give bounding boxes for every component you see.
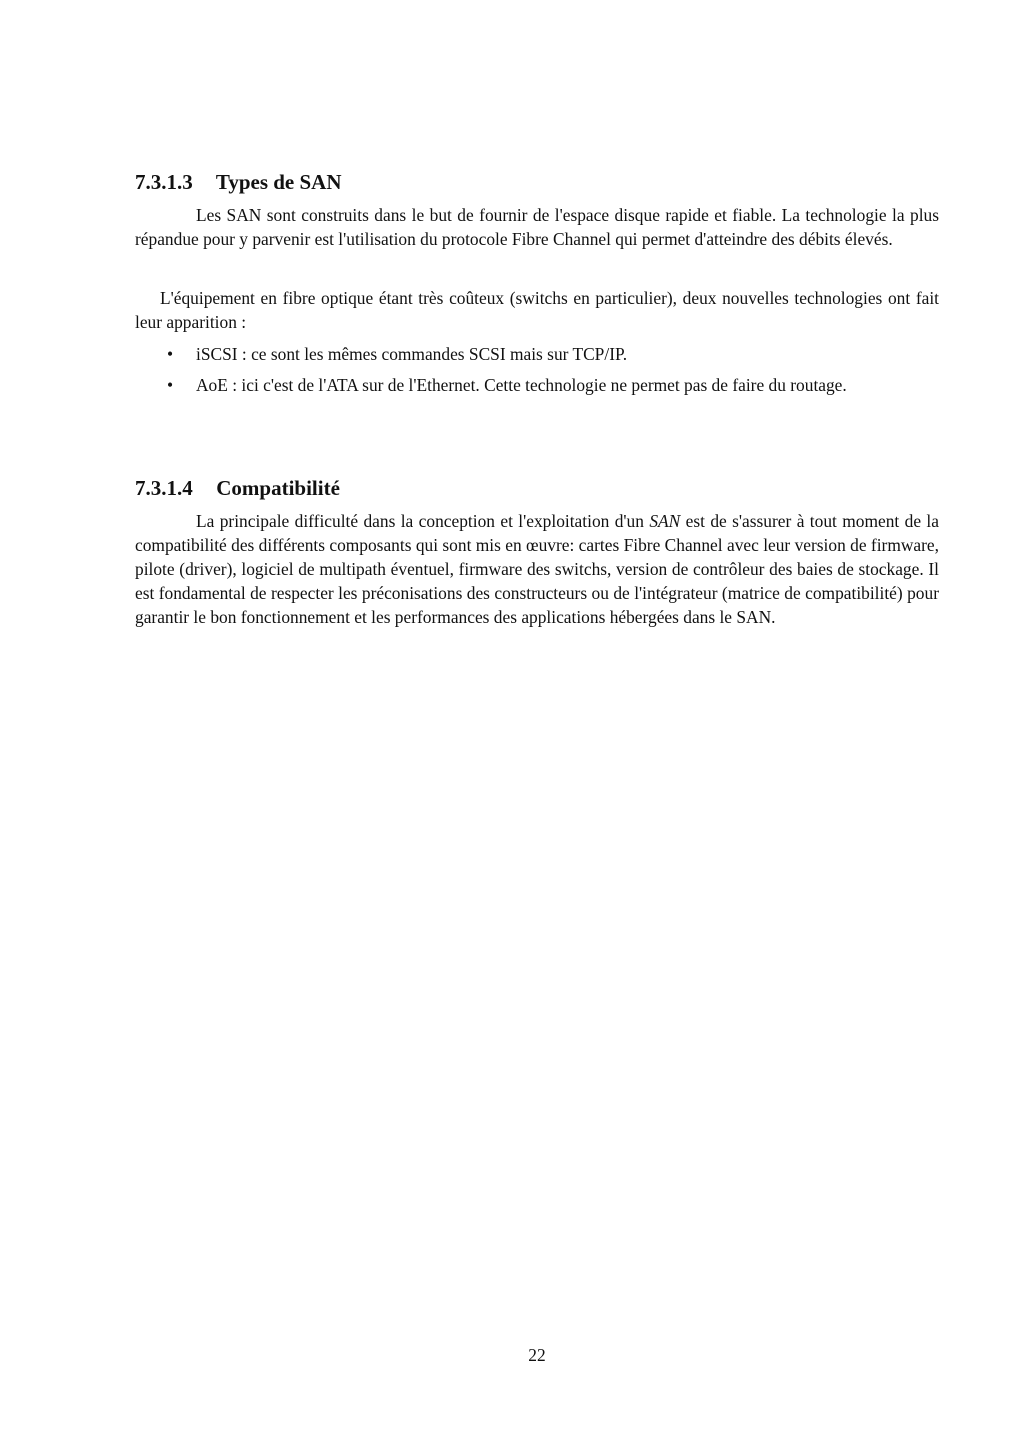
- section-title: Types de SAN: [215, 170, 342, 194]
- bullet-icon: •: [167, 344, 174, 364]
- paragraph-fibre-cost: L'équipement en fibre optique étant très coûteux (switchs en particulier), deux nouvelles technologies ont fait leur apparition :: [135, 288, 939, 332]
- list-item-text: iSCSI : ce sont les mêmes commandes SCSI mais sur TCP/IP.: [196, 344, 628, 364]
- section-number: 7.3.1.4: [135, 476, 193, 500]
- section-number: 7.3.1.3: [135, 170, 193, 194]
- paragraph-compatibility: [135, 509, 939, 629]
- san-italic-term: SAN: [649, 511, 681, 531]
- page-number: 22: [528, 1345, 546, 1365]
- list-item-aoe: [135, 373, 939, 397]
- document-page: [135, 0, 939, 1450]
- paragraph-text: est de s'assurer à tout moment de la compatibilité des différents composants qui sont mis en œuvre: cartes Fibre Channel avec leur version de firmware, pilote (driver), logiciel de multipath éventuel, firmware des switchs, version de contrôleur des baies de stockage. Il est fondamental de respecter les préconisations des constructeurs ou de l'intégrateur (matrice de compatibilité) pour garantir le bon fonctionnement et les performances des applications hébergées dans le SAN.: [135, 511, 939, 627]
- list-item-iscsi: [135, 342, 939, 366]
- technology-list: [135, 342, 939, 397]
- bullet-icon: •: [167, 375, 174, 395]
- section-heading-compatibilite: [135, 476, 939, 500]
- paragraph-text: La principale difficulté dans la conception et l'exploitation d'un: [196, 511, 650, 531]
- section-title: Compatibilité: [216, 476, 340, 500]
- paragraph-san-intro: Les SAN sont construits dans le but de fournir de l'espace disque rapide et fiable. La technologie la plus répandue pour y parvenir est l'utilisation du protocole Fibre Channel qui permet d'atteindre des débits élevés.: [135, 205, 939, 249]
- list-item-text: AoE : ici c'est de l'ATA sur de l'Ethernet. Cette technologie ne permet pas de faire du routage.: [196, 375, 847, 395]
- section-heading-types-de-san: [135, 170, 939, 194]
